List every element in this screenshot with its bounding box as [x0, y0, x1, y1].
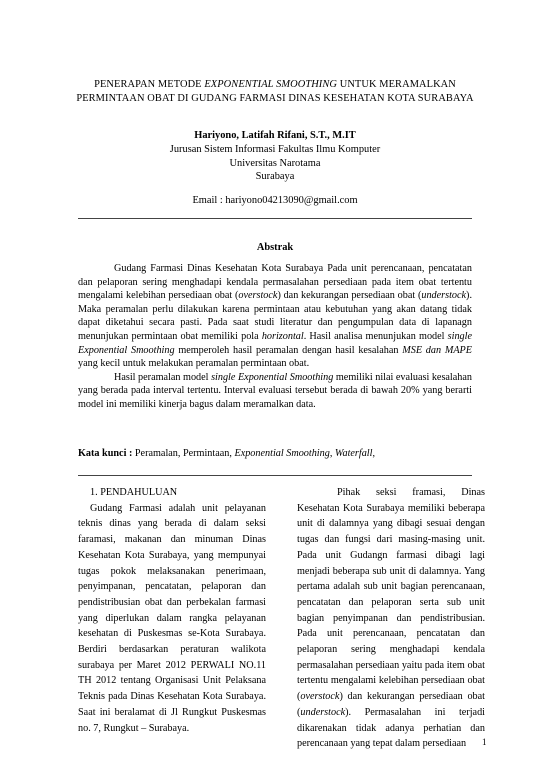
affiliation	[60, 143, 490, 184]
divider-bottom	[78, 475, 472, 476]
paper-title: PENERAPAN METODE EXPONENTIAL SMOOTHING UNTUK MERAMALKAN PERMINTAAN OBAT DI GUDANG FARMASI DINAS KESEHATAN KOTA SURABAYA	[76, 79, 474, 104]
abstract-heading: Abstrak	[256, 242, 294, 253]
intro-paragraph-right: Pihak seksi framasi, Dinas Kesehatan Kota Surabaya memiliki beberapa unit di dalamnya yang dibagi sesuai dengan tugas dan fungsi dari masing-masing unit. Pada unit Gudangn farmasi dibagi lagi menjadi beberapa sub unit di dalamnya. Yang pertama adalah sub unit bagian perencanaan, pencatatan dan pelaporan serta sub unit bagian penyimpanan dan pendistribusian. Pada unit perencanaan, pencatatan dan pelaporan sering menghadapi kendala permasalahan persediaan yaitu pada item obat tertentu mengalami kelebihan persediaan obat (overstock) dan kekurangan persediaan obat (understock). Permasalahan ini terjadi dikarenakan tidak adanya perhatian dan perencanaan yang tepat dalam persediaan	[297, 487, 485, 750]
abstract-paragraph-2: Hasil peramalan model single Exponential Smoothing memiliki nilai evaluasi kesalahan yang berada pada interval tertentu. Interval evaluasi tersebut berada di bawah 20% yang berarti model ini memiliki kinerja bagus dalam meramalkan data.	[78, 371, 472, 410]
keywords-label: Kata kunci :	[78, 448, 133, 459]
section-heading: 1. PENDAHULUAN	[90, 487, 178, 498]
affiliation-city: Surabaya	[255, 171, 295, 182]
page-number: 1	[482, 737, 487, 747]
author-email: Email : hariyono04213090@gmail.com	[192, 195, 358, 206]
affiliation-department: Jurusan Sistem Informasi Fakultas Ilmu Komputer	[169, 144, 381, 155]
column-right	[297, 485, 485, 752]
title-italic: EXPONENTIAL SMOOTHING	[204, 79, 338, 90]
abstract-body	[78, 262, 472, 412]
column-left	[78, 485, 266, 736]
abstract-paragraph-1: Gudang Farmasi Dinas Kesehatan Kota Surabaya Pada unit perencanaan, pencatatan dan pelaporan sering menghadapi kendala permasalahan persediaan pada item obat tertentu mengalami kelebihan persediaan obat (overstock) dan kekurangan persediaan obat (understock). Maka peramalan perlu dilakukan karena permintaan atau kebutuhan yang akan datang tidak dapat diketahui secara pasti. Pada saat studi literatur dan pengumpulan data di lapanagn menunjukan permintaan obat memiliki pola horizontal. Hasil analisa menunjukan model single Exponential Smoothing memperoleh hasil peramalan dengan hasil kesalahan MSE dan MAPE yang kecil untuk melakukan peramalan permintaan obat.	[78, 263, 472, 370]
affiliation-university: Universitas Narotama	[229, 157, 321, 169]
intro-paragraph-left: Gudang Farmasi adalah unit pelayanan teknis dinas yang berada di dalam seksi faramasi, makanan dan minuman Dinas Kesehatan Kota Surabaya, yang mempunyai tugas pokok melaksanakan penerimaan, penyimpanan, pencatatan, pelaporan dan pendistribusian obat dan perbekalan farmasi yang diperlukan dalam rangka pelayanan kesehatan di Puskesmas se-Kota Surabaya. Berdiri berdasarkan peraturan walikota surabaya per Maret 2012 PERWALI NO.11 TH 2012 tentang Organisasi Unit Pelaksana Teknis pada Dinas Kesehatan Kota Surabaya. Saat ini beralamat di Jl Rungkut Puskesmas no. 7, Rungkut – Surabaya.	[78, 502, 266, 734]
author-names: Hariyono, Latifah Rifani, S.T., M.IT	[194, 130, 356, 141]
divider-top	[78, 218, 472, 219]
keywords: Kata kunci : Peramalan, Permintaan, Exponential Smoothing, Waterfall,	[78, 448, 376, 459]
